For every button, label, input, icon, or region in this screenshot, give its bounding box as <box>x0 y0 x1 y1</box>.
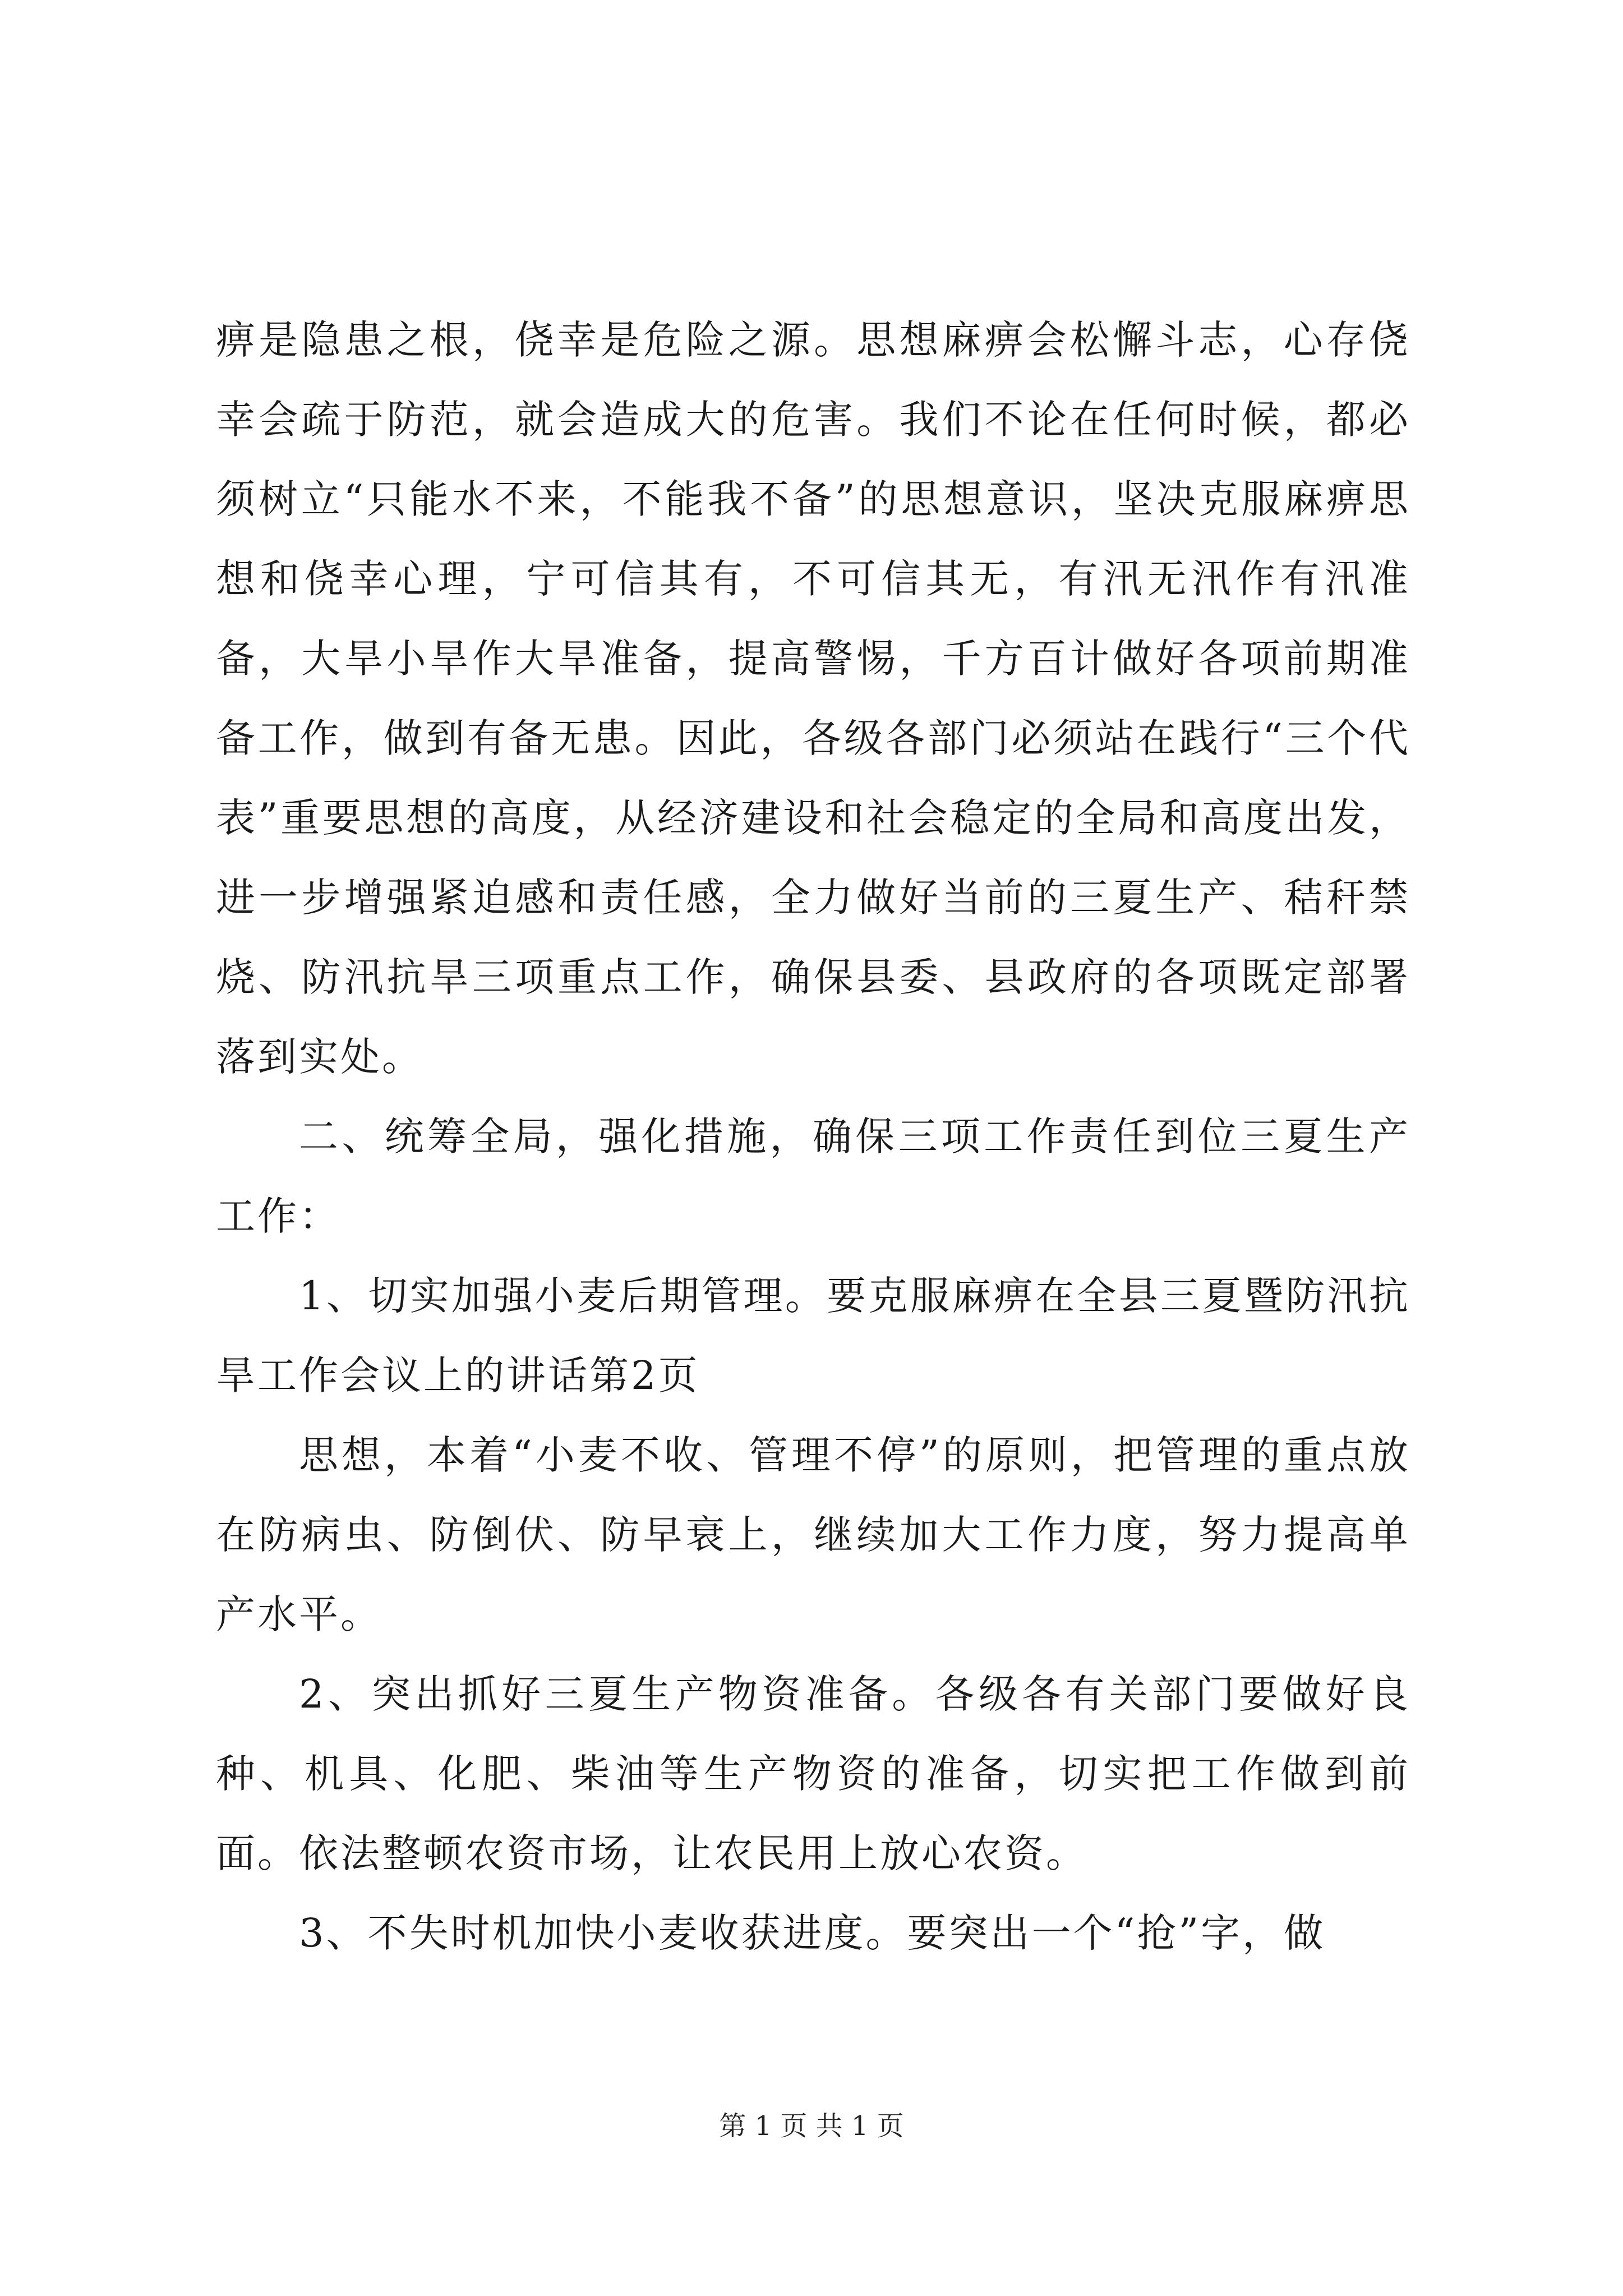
paragraph-1: 痹是隐患之根，侥幸是危险之源。思想麻痹会松懈斗志，心存侥幸会疏于防范，就会造成大的危害。我们不论在任何时候，都必须树立“只能水不来，不能我不备”的思想意识，坚决克服麻痹思想和侥幸心理，宁可信其有，不可信其无，有汛无汛作有汛准备，大旱小旱作大旱准备，提高警惕，千方百计做好各项前期准备工作，做到有备无患。因此，各级各部门必须站在践行“三个代表”重要思想的高度，从经济建设和社会稳定的全局和高度出发，进一步增强紧迫感和责任感，全力做好当前的三夏生产、秸秆禁烧、防汛抗旱三项重点工作，确保县委、县政府的各项既定部署落到实处。 <box>216 317 1410 1080</box>
page-number: 第 1 页 共 1 页 <box>719 2110 904 2142</box>
paragraph-4: 思想，本着“小麦不收、管理不停”的原则，把管理的重点放在防病虫、防倒伏、防早衰上，继续加大工作力度，努力提高单产水平。 <box>216 1432 1410 1637</box>
paragraph-3-item-1: 1、切实加强小麦后期管理。要克服麻痹在全县三夏暨防汛抗旱工作会议上的讲话第2页 <box>216 1273 1410 1398</box>
paragraph-6-item-3: 3、不失时机加快小麦收获进度。要突出一个“抢”字，做 <box>299 1910 1326 1956</box>
paragraph-5-item-2: 2、突出抓好三夏生产物资准备。各级各有关部门要做好良种、机具、化肥、柴油等生产物资的准备，切实把工作做到前面。依法整顿农资市场，让农民用上放心农资。 <box>216 1671 1410 1876</box>
paragraph-2-section-heading: 二、统筹全局，强化措施，确保三项工作责任到位三夏生产工作： <box>216 1114 1410 1239</box>
document-body <box>216 300 1410 1973</box>
page-footer <box>0 2109 1623 2143</box>
